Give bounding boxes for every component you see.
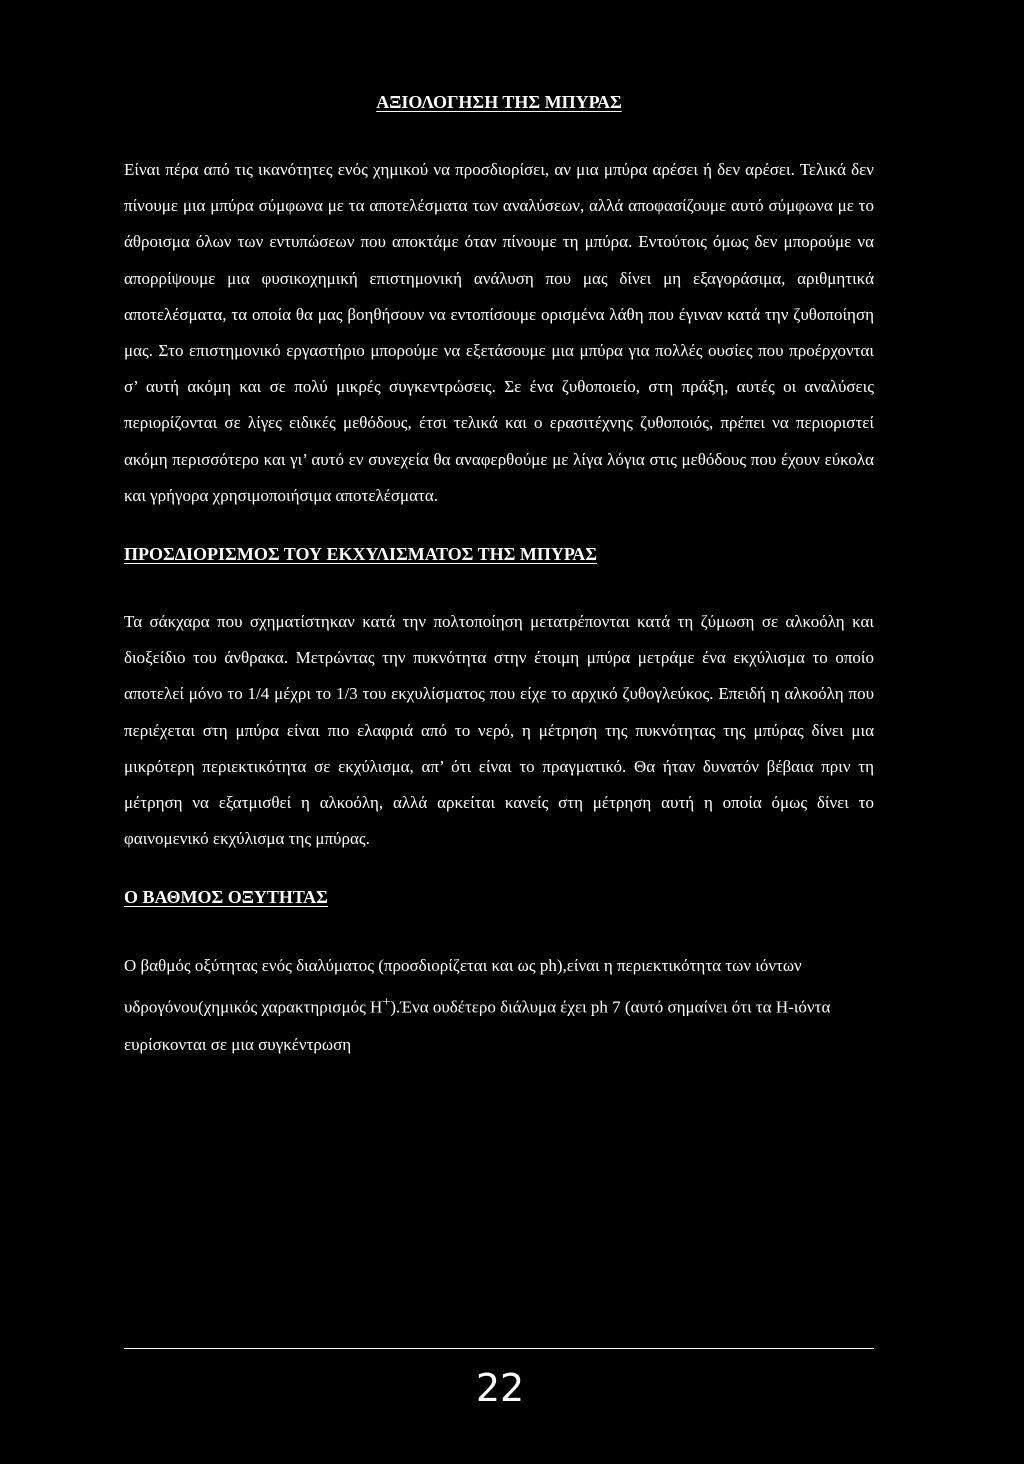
acidity-text-part-1: Ο βαθμός οξύτητας ενός διαλύματος (προσδιορίζεται και ως ph),είναι η περιεκτικότητα των ιόντων υδρογόνου(χημικός χαρακτηρισμός H <box>124 956 802 1018</box>
section-heading-acidity: Ο ΒΑΘΜΟΣ ΟΞΥΤΗΤΑΣ <box>124 887 328 908</box>
acidity-text-part-2: ).Ένα ουδέτερο διάλυμα έχει ph 7 (αυτό σημαίνει ότι τα H-ιόντα ευρίσκονται σε μια συγκέντρωση <box>124 998 831 1055</box>
document-page <box>124 88 874 1063</box>
footer-divider <box>124 1348 874 1349</box>
paragraph-acidity <box>124 947 874 1063</box>
hydrogen-ion-superscript: + <box>382 994 391 1011</box>
section-heading-beer-evaluation: ΑΞΙΟΛΟΓΗΣΗ ΤΗΣ ΜΠΥΡΑΣ <box>376 92 622 112</box>
page-number: 22 <box>475 1366 525 1410</box>
paragraph-extract-determination: Τα σάκχαρα που σχηματίστηκαν κατά την πολτοποίηση μετατρέπονται κατά τη ζύμωση σε αλκοόλη και διοξείδιο του άνθρακα. Μετρώντας την πυκνότητα στην έτοιμη μπύρα μετράμε ένα εκχύλισμα το οποίο αποτελεί μόνο το 1/4 μέχρι το 1/3 του εκχυλίσματος που είχε το αρχικό ζυθογλεύκος. Επειδή η αλκοόλη που περιέχεται στη μπύρα είναι πιο ελαφριά από το νερό, η μέτρηση της πυκνότητας της μπύρας δίνει μια μικρότερη περιεκτικότητα σε εκχύλισμα, απ’ ότι είναι το πραγματικό. Θα ήταν δυνατόν βέβαια πριν τη μέτρηση να εξατμισθεί η αλκοόλη, αλλά αρκείται κανείς στη μέτρηση αυτή η οποία όμως δίνει το φαινομενικό εκχύλισμα της μπύρας. <box>124 612 874 849</box>
paragraph-beer-evaluation: Είναι πέρα από τις ικανότητες ενός χημικού να προσδιορίσει, αν μια μπύρα αρέσει ή δεν αρέσει. Τελικά δεν πίνουμε μια μπύρα σύμφωνα με τα αποτελέσματα των αναλύσεων, αλλά αποφασίζουμε αυτό σύμφωνα με το άθροισμα όλων των εντυπώσεων που αποκτάμε όταν πίνουμε τη μπύρα. Εντούτοις όμως δεν μπορούμε να απορρίψουμε μια φυσικοχημική επιστημονική ανάλυση που μας δίνει μη εξαγοράσιμα, αριθμητικά αποτελέσματα, τα οποία θα μας βοηθήσουν να εντοπίσουμε ορισμένα λάθη που έγιναν κατά την ζυθοποίηση μας. Στο επιστημονικό εργαστήριο μπορούμε να εξετάσουμε μια μπύρα για πολλές ουσίες που προέρχονται σ’ αυτή ακόμη και σε πολύ μικρές συγκεντρώσεις. Σε ένα ζυθοποιείο, στη πράξη, αυτές οι αναλύσεις περιορίζονται σε λίγες ειδικές μεθόδους, έτσι τελικά και ο ερασιτέχνης ζυθοποιός, πρέπει να περιοριστεί ακόμη περισσότερο και γι’ αυτό εν συνεχεία θα αναφερθούμε με λίγα λόγια στις μεθόδους που έχουν εύκολα και γρήγορα χρησιμοποιήσιμα αποτελέσματα. <box>124 160 874 505</box>
section-heading-extract-determination: ΠΡΟΣΔΙΟΡΙΣΜΟΣ ΤΟΥ ΕΚΧΥΛΙΣΜΑΤΟΣ ΤΗΣ ΜΠΥΡΑΣ <box>124 544 597 565</box>
